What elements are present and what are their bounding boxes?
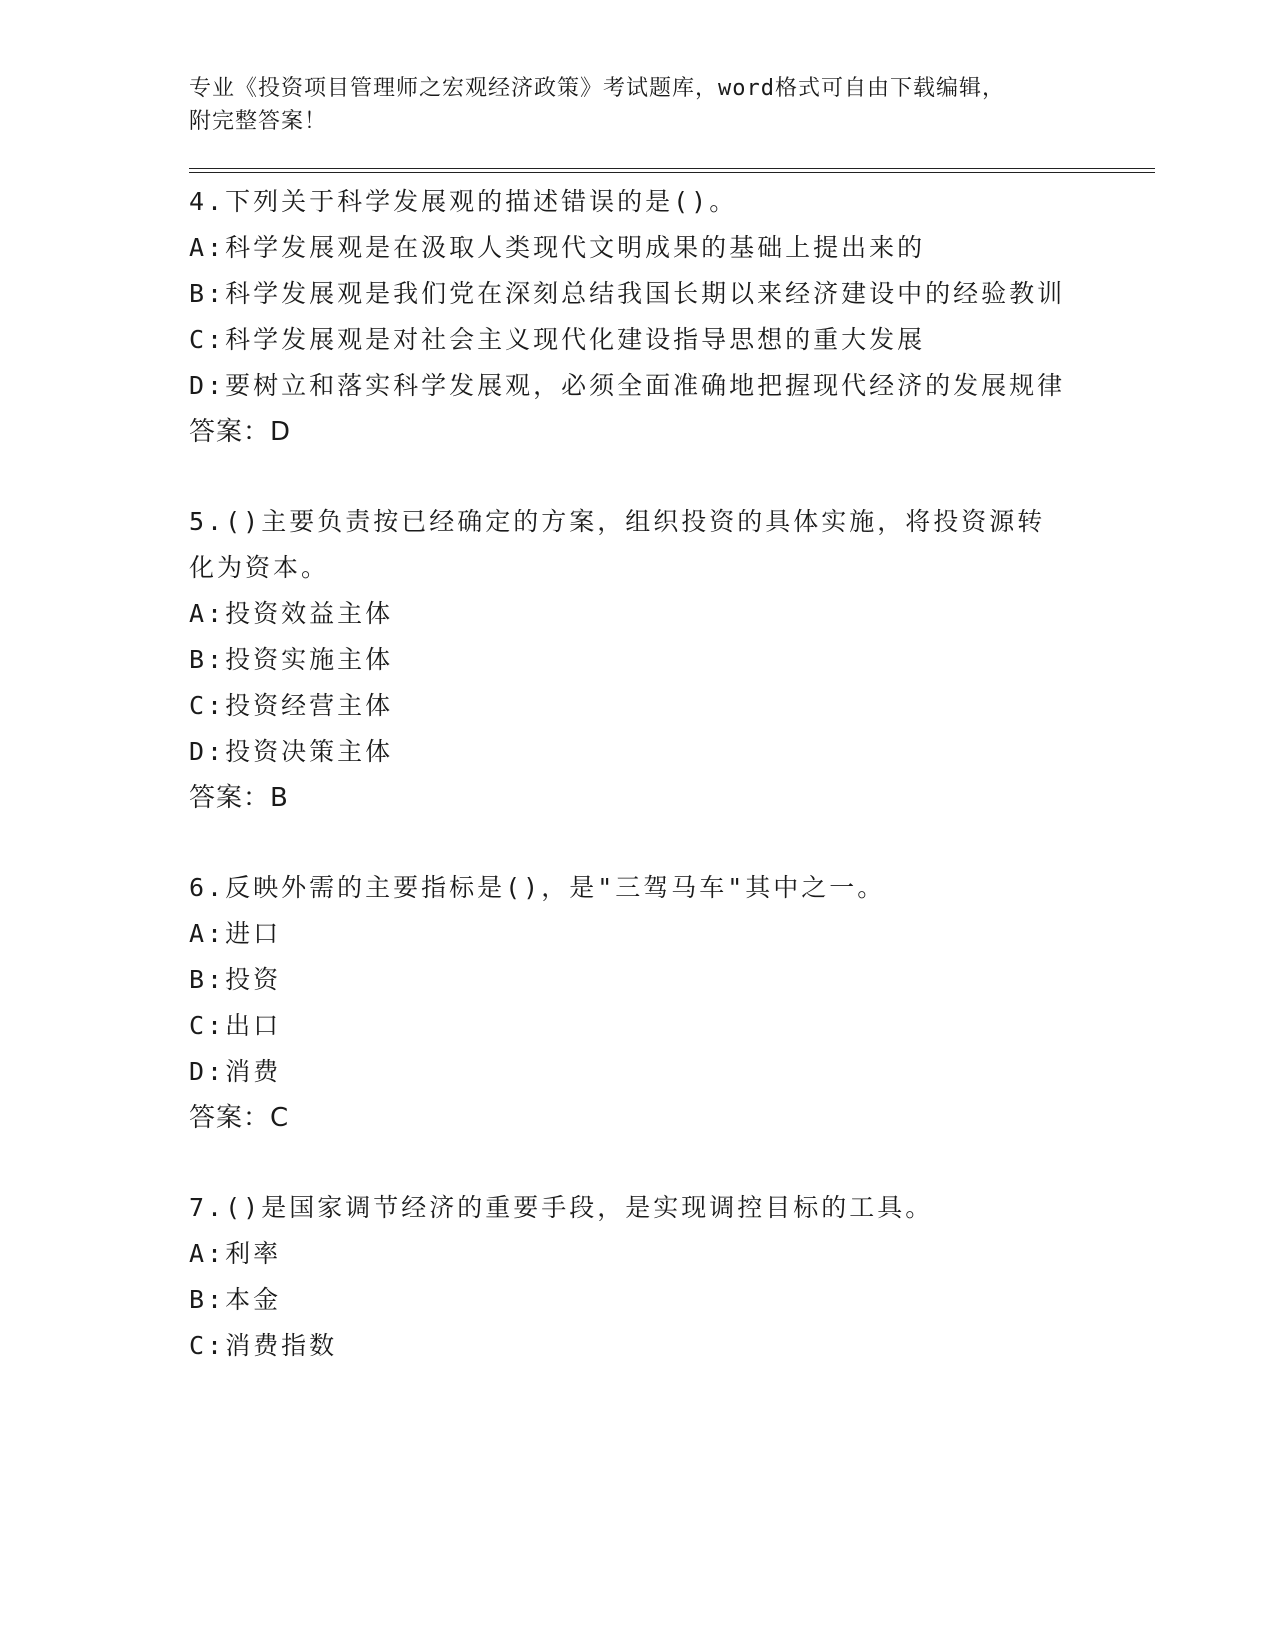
option-label: A: xyxy=(189,599,226,628)
option-c xyxy=(189,683,1069,729)
question-7 xyxy=(189,1185,1155,1369)
option-text: 投资经营主体 xyxy=(225,691,394,720)
option-a xyxy=(189,1231,1069,1277)
option-d xyxy=(189,1049,1069,1095)
option-label: D: xyxy=(189,737,226,766)
question-stem: 7.()是国家调节经济的重要手段，是实现调控目标的工具。 xyxy=(189,1193,934,1222)
question-4 xyxy=(189,179,1155,455)
option-text: 消费 xyxy=(225,1057,282,1086)
option-text: 科学发展观是在汲取人类现代文明成果的基础上提出来的 xyxy=(225,233,926,262)
option-label: C: xyxy=(189,1331,226,1360)
answer-line: 答案：C xyxy=(189,1103,290,1133)
option-d xyxy=(189,729,1069,775)
question-6 xyxy=(189,865,1155,1141)
option-text: 科学发展观是我们党在深刻总结我国长期以来经济建设中的经验教训 xyxy=(225,279,1066,308)
question-stem: 5.()主要负责按已经确定的方案，组织投资的具体实施，将投资源转化为资本。 xyxy=(189,507,1046,582)
option-text: 科学发展观是对社会主义现代化建设指导思想的重大发展 xyxy=(225,325,926,354)
answer-line: 答案：D xyxy=(189,417,292,447)
option-text: 要树立和落实科学发展观，必须全面准确地把握现代经济的发展规律 xyxy=(225,371,1066,400)
option-d xyxy=(189,363,1069,409)
option-b xyxy=(189,957,1069,1003)
option-label: D: xyxy=(189,1057,226,1086)
option-label: A: xyxy=(189,233,226,262)
option-c xyxy=(189,1003,1069,1049)
question-stem: 4.下列关于科学发展观的描述错误的是()。 xyxy=(189,187,738,216)
option-b xyxy=(189,271,1069,317)
option-text: 投资决策主体 xyxy=(225,737,394,766)
header-line-1: 专业《投资项目管理师之宏观经济政策》考试题库，word格式可自由下载编辑， xyxy=(189,76,1005,101)
option-a xyxy=(189,225,1069,271)
option-text: 投资 xyxy=(225,965,282,994)
option-b xyxy=(189,637,1069,683)
option-label: B: xyxy=(189,279,226,308)
question-stem: 6.反映外需的主要指标是()，是"三驾马车"其中之一。 xyxy=(189,873,886,902)
option-label: B: xyxy=(189,965,226,994)
document-page xyxy=(189,72,1155,1413)
option-text: 出口 xyxy=(225,1011,282,1040)
question-5 xyxy=(189,499,1155,821)
option-text: 利率 xyxy=(225,1239,282,1268)
option-b xyxy=(189,1277,1069,1323)
answer-line: 答案：B xyxy=(189,783,289,813)
option-label: C: xyxy=(189,325,226,354)
option-a xyxy=(189,591,1069,637)
option-text: 消费指数 xyxy=(225,1331,338,1360)
option-a xyxy=(189,911,1069,957)
option-label: C: xyxy=(189,1011,226,1040)
option-text: 投资效益主体 xyxy=(225,599,394,628)
header-line-2: 附完整答案！ xyxy=(189,109,328,134)
option-label: D: xyxy=(189,371,226,400)
question-list xyxy=(189,179,1155,1369)
option-c xyxy=(189,317,1069,363)
option-label: A: xyxy=(189,919,226,948)
option-label: C: xyxy=(189,691,226,720)
option-text: 本金 xyxy=(225,1285,282,1314)
document-header xyxy=(189,72,1069,138)
option-text: 进口 xyxy=(225,919,282,948)
header-divider xyxy=(189,168,1155,173)
option-c xyxy=(189,1323,1069,1369)
option-label: B: xyxy=(189,645,226,674)
option-label: B: xyxy=(189,1285,226,1314)
option-label: A: xyxy=(189,1239,226,1268)
option-text: 投资实施主体 xyxy=(225,645,394,674)
